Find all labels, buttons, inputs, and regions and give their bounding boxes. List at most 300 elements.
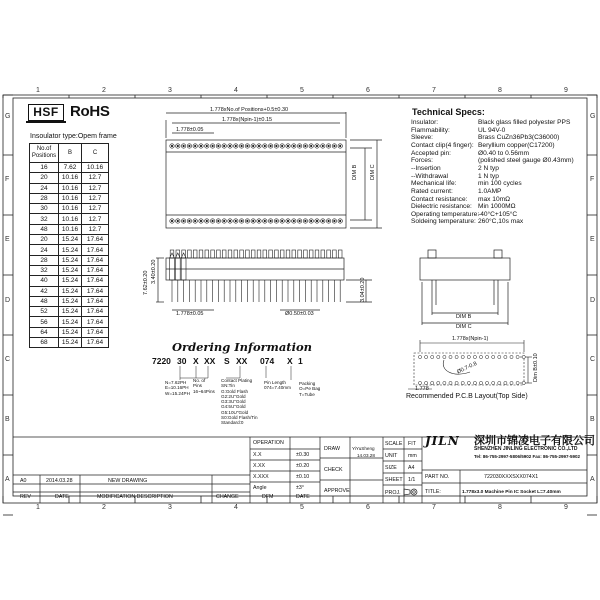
dim-b-cell: 10.16	[59, 183, 82, 193]
top-pin-row2-core	[200, 220, 202, 222]
positions-cell: 48	[30, 296, 59, 306]
rohs-mark: RoHS	[70, 103, 110, 120]
top-pin-row2-core	[293, 220, 295, 222]
dim-b-cell: 15.24	[59, 307, 82, 317]
side-pin-head	[217, 250, 221, 258]
tb-size-label: SIZE	[385, 465, 397, 471]
top-pin-row2-core	[339, 220, 341, 222]
pcb-layout-caption: Recommended P.C.B Layout(Top Side)	[406, 393, 528, 400]
tb-draw-label: DRAW	[324, 446, 340, 452]
side-pin-head	[286, 250, 290, 258]
side-pin-head	[333, 250, 337, 258]
ordering-note-pins: No. of Pins 16~64Pins	[193, 378, 215, 394]
ordering-note-pitch: N=7.62PH E=10.16PH W=15.24PH	[165, 380, 190, 396]
dim-side-pin: Ø0.50±0.03	[285, 311, 314, 317]
pcb-hole-row1	[479, 355, 482, 358]
dim-c-cell: 17.64	[82, 296, 109, 306]
table-row	[30, 276, 109, 286]
positions-cell: 32	[30, 214, 59, 224]
side-pin-head	[240, 250, 244, 258]
dim-b-cell: 15.24	[59, 245, 82, 255]
dim-c-cell: 17.64	[82, 286, 109, 296]
positions-cell: 24	[30, 245, 59, 255]
grid-row-e: E	[5, 236, 10, 243]
col-b: B	[59, 144, 82, 163]
spec-value: (polished steel gauge Ø0.43mm)	[478, 157, 574, 165]
side-pin-head	[188, 250, 192, 258]
table-row	[30, 204, 109, 214]
top-pin-row2-core	[264, 220, 266, 222]
spec-value: 2 N typ	[478, 164, 499, 172]
dim-b-cell: 15.24	[59, 296, 82, 306]
dim-c-cell: 12.7	[82, 214, 109, 224]
dim-c-cell: 12.7	[82, 204, 109, 214]
spec-row	[411, 157, 574, 165]
grid-col-1: 1	[36, 87, 40, 94]
dim-b-cell: 10.16	[59, 214, 82, 224]
pcb-hole-row2	[492, 381, 495, 384]
pcb-holes	[418, 355, 525, 384]
insulator-table	[29, 143, 109, 348]
table-row	[30, 214, 109, 224]
spec-label: Mechanical life:	[411, 180, 457, 188]
side-pin-head	[199, 250, 203, 258]
top-pin-row2-core	[322, 220, 324, 222]
spec-value: Ø0.40 to 0.56mm	[478, 149, 529, 157]
dim-c-cell: 17.64	[82, 327, 109, 337]
tb-title-value: 1.778x3.0 Machine Pin IC Socket L=7.40mm	[462, 490, 561, 495]
spec-label: Dielectric resistance:	[411, 203, 472, 211]
dim-b-cell: 10.16	[59, 173, 82, 183]
pcb-hole-row2	[455, 381, 458, 384]
dim-b-cell: 15.24	[59, 338, 82, 348]
spec-value: -40°C+105°C	[478, 210, 518, 218]
tb-unit-value: mm	[408, 453, 417, 459]
table-row	[30, 193, 109, 203]
grid-row-f: F	[5, 176, 10, 183]
spec-label: --Insertion	[411, 164, 441, 172]
grid-col-1-bottom: 1	[36, 504, 40, 511]
tb-tol-3-label: X.XXX	[253, 474, 269, 480]
dim-side-small: 3.40±0.20	[151, 259, 157, 284]
side-pin-head	[269, 250, 273, 258]
spec-row	[411, 119, 571, 126]
top-pin-row1-core	[339, 145, 341, 147]
tb-draw-date: 14.03.28	[357, 453, 375, 458]
tb-tol-1-value: ±0.30	[296, 452, 310, 458]
table-row	[30, 265, 109, 275]
top-pin-row1-core	[293, 145, 295, 147]
pcb-hole-row1	[486, 355, 489, 358]
col-positions: No.of Positions	[30, 144, 59, 163]
pcb-hole-row2	[467, 381, 470, 384]
code-part-1: 7220	[152, 356, 171, 366]
spec-row	[411, 149, 529, 157]
side-pin-head	[309, 250, 313, 258]
top-pin-row1-core	[223, 145, 225, 147]
dim-c-cell: 17.64	[82, 338, 109, 348]
spec-row	[411, 187, 502, 195]
pcb-hole-row2	[425, 381, 428, 384]
top-pin-row2-core	[247, 220, 249, 222]
spec-row	[411, 210, 518, 218]
pcb-hole-row1	[522, 355, 525, 358]
spec-label: Contact clip(4 finger):	[411, 141, 474, 149]
dim-b-cell: 15.24	[59, 265, 82, 275]
top-pin-row2-core	[299, 220, 301, 222]
positions-cell: 52	[30, 307, 59, 317]
tb-tol-2-label: X.XX	[253, 463, 266, 469]
side-pin-head	[176, 250, 180, 258]
top-view-pins	[170, 144, 343, 223]
grid-row-d-right: D	[590, 297, 596, 304]
tb-proj-label: PROJ.	[385, 490, 401, 496]
positions-cell: 28	[30, 193, 59, 203]
table-row	[30, 224, 109, 234]
grid-col-3: 3	[168, 87, 172, 94]
table-row	[30, 173, 109, 183]
dim-b-cell: 15.24	[59, 235, 82, 245]
spec-row	[411, 164, 499, 172]
rev-header-date: DATE	[55, 494, 69, 500]
positions-cell: 28	[30, 255, 59, 265]
top-pin-row1-core	[177, 145, 179, 147]
grid-col-2: 2	[102, 87, 106, 94]
table-row	[30, 338, 109, 348]
rev-header-desc: MODIFICATION DESCRIPTION	[97, 494, 173, 500]
top-pin-row1-core	[171, 145, 173, 147]
spec-label: Insulator:	[411, 119, 439, 126]
grid-col-8-bottom: 8	[498, 504, 502, 511]
table-row	[30, 286, 109, 296]
pcb-hole-row2	[486, 381, 489, 384]
grid-row-d: D	[5, 297, 11, 304]
dim-pcb-pitch: 1.778	[415, 386, 429, 392]
grid-col-5-bottom: 5	[300, 504, 304, 511]
side-pin-head	[304, 250, 308, 258]
grid-row-g: G	[5, 113, 11, 120]
top-pin-row1-core	[322, 145, 324, 147]
grid-col-6-bottom: 6	[366, 504, 370, 511]
ordering-title: Ordering Information	[172, 340, 313, 354]
tb-operation: OPERATION	[253, 440, 284, 446]
tb-sheet-value: 1/1	[408, 477, 416, 483]
spec-value: max 10mΩ	[478, 195, 511, 203]
side-pin-head	[182, 250, 186, 258]
side-pin-head	[263, 250, 267, 258]
spec-row	[411, 195, 511, 203]
ordering-note-plating: Contact Plating SN:Tin G:Gold Flash G2:2U"Gold G3:3U"Gold G4:5U"Gold G5:10U"Gold S0:Gold Flash/Tin Standard:0	[221, 378, 258, 426]
grid-col-4: 4	[234, 87, 238, 94]
dim-c-cell: 12.7	[82, 183, 109, 193]
top-pin-row1-core	[316, 145, 318, 147]
top-pin-row1-core	[212, 145, 214, 147]
spec-label: Forces:	[411, 157, 433, 165]
top-pin-row2-core	[270, 220, 272, 222]
dim-pcb-b: Dim B±0.10	[533, 353, 539, 382]
grid-row-b-right: B	[590, 416, 595, 423]
pcb-hole-row1	[510, 355, 513, 358]
top-pin-row1-core	[200, 145, 202, 147]
tb-tol-2-value: ±0.20	[296, 463, 310, 469]
dim-c-cell: 12.7	[82, 193, 109, 203]
grid-row-a-right: A	[590, 476, 595, 483]
grid-col-9-bottom: 9	[564, 504, 568, 511]
tb-tol-1-label: X.X	[253, 452, 262, 458]
grid-row-f-right: F	[590, 176, 595, 183]
top-pin-row1-core	[241, 145, 243, 147]
spec-label: Soldeing temperature:	[411, 218, 476, 226]
side-pin-head	[257, 250, 261, 258]
spec-row	[411, 203, 516, 211]
positions-cell: 32	[30, 265, 59, 275]
side-pin-head	[292, 250, 296, 258]
pcb-hole-row1	[437, 355, 440, 358]
rev-row-desc: NEW DRAWING	[108, 478, 148, 484]
pcb-hole-row1	[467, 355, 470, 358]
top-pin-row2-core	[316, 220, 318, 222]
dim-b-cell: 15.24	[59, 286, 82, 296]
side-view	[156, 258, 372, 310]
tb-scale-label: SCALE	[385, 441, 403, 447]
code-part-9: 1	[298, 356, 303, 366]
positions-cell: 48	[30, 224, 59, 234]
pcb-hole-row2	[473, 381, 476, 384]
spec-label: Rated current:	[411, 187, 453, 195]
spec-value: Brass CuZn36Pb3(C36000)	[478, 134, 560, 142]
dim-side-pitch: 1.778±0.05	[176, 311, 204, 317]
top-pin-row2-core	[218, 220, 220, 222]
spec-row	[411, 180, 522, 188]
side-pin-head	[338, 250, 342, 258]
pcb-hole-row2	[443, 381, 446, 384]
spec-label: Accepted pin:	[411, 149, 451, 157]
spec-label: Operating temperature:	[411, 210, 480, 218]
top-pin-row1-core	[328, 145, 330, 147]
top-pin-row1-core	[276, 145, 278, 147]
top-pin-row2-core	[328, 220, 330, 222]
insulator-table-title: Insoulator type:Opem frame	[30, 133, 117, 140]
top-pin-row1-core	[287, 145, 289, 147]
pcb-hole-row1	[455, 355, 458, 358]
company-logo: JILN	[425, 434, 460, 448]
pcb-hole-row1	[431, 355, 434, 358]
dim-pcb-hole: Ø0.7-0.8	[456, 360, 478, 376]
pcb-hole-row2	[449, 381, 452, 384]
rev-header-date2: DATE	[296, 494, 310, 500]
dim-c-label: DIM C	[370, 164, 376, 180]
grid-row-a: A	[5, 476, 10, 483]
top-pin-row1-core	[264, 145, 266, 147]
top-pin-row2-core	[183, 220, 185, 222]
table-row	[30, 296, 109, 306]
pcb-hole-row2	[418, 381, 421, 384]
dim-c-cell: 17.64	[82, 245, 109, 255]
dim-top-pitch: 1.778±0.05	[176, 127, 204, 133]
side-pin-head	[205, 250, 209, 258]
col-c: C	[82, 144, 109, 163]
spec-label: Contact resistance:	[411, 195, 468, 203]
tb-part-no: 722030XXXSXX074X1	[484, 474, 539, 480]
positions-cell: 42	[30, 286, 59, 296]
tb-unit-label: UNIT	[385, 453, 398, 459]
spec-row	[411, 141, 555, 149]
spec-value: Min 1000MΩ	[478, 203, 516, 211]
pcb-hole-row1	[504, 355, 507, 358]
side-pin-head	[327, 250, 331, 258]
pcb-hole-row1	[473, 355, 476, 358]
spec-value: Black glass filled polyester PPS	[478, 119, 571, 126]
grid-col-8: 8	[498, 87, 502, 94]
side-pin-head	[275, 250, 279, 258]
spec-row	[411, 218, 524, 226]
company-name-cn: 深圳市锦凌电子有限公司	[474, 435, 595, 447]
side-pin-head	[234, 250, 238, 258]
table-row	[30, 245, 109, 255]
pcb-hole-row1	[461, 355, 464, 358]
top-pin-row2-core	[177, 220, 179, 222]
code-part-4: XX	[204, 356, 216, 366]
tb-check-label: CHECK	[324, 467, 343, 473]
company-name-en: SHENZHEN JINLING ELECTRONIC CO.,LTD	[474, 446, 578, 452]
spec-value: UL 94V-0	[478, 126, 506, 134]
top-pin-row2-core	[305, 220, 307, 222]
dim-end-b: DIM B	[456, 314, 472, 320]
top-pin-row1-core	[270, 145, 272, 147]
grid-col-6: 6	[366, 87, 370, 94]
dim-end-c: DIM C	[456, 324, 472, 330]
top-pin-row1-core	[305, 145, 307, 147]
side-pin-head	[228, 250, 232, 258]
top-pin-row2-core	[281, 220, 283, 222]
spec-value: 260°C,10s max	[478, 218, 524, 226]
tb-part-no-label: PART NO.	[425, 474, 450, 480]
grid-col-7-bottom: 7	[432, 504, 436, 511]
side-pin-head	[321, 250, 325, 258]
dim-c-cell: 17.64	[82, 235, 109, 245]
grid-row-b: B	[5, 416, 10, 423]
dim-b-cell: 15.24	[59, 327, 82, 337]
grid-col-7: 7	[432, 87, 436, 94]
code-part-5: S	[224, 356, 230, 366]
tb-tol-3-value: ±0.10	[296, 474, 310, 480]
code-part-7: 074	[260, 356, 275, 366]
side-pin-head	[315, 250, 319, 258]
spec-value: min 100 cycles	[478, 180, 522, 188]
tb-tol-4-value: ±3°	[296, 485, 304, 491]
top-pin-row2-core	[223, 220, 225, 222]
spec-label: Sleeve:	[411, 134, 433, 142]
top-pin-row1-core	[299, 145, 301, 147]
pcb-hole-row1	[492, 355, 495, 358]
pcb-hole-row1	[418, 355, 421, 358]
dim-c-cell: 17.64	[82, 255, 109, 265]
dim-c-cell: 17.64	[82, 276, 109, 286]
top-pin-row1-core	[235, 145, 237, 147]
top-pin-row2-core	[241, 220, 243, 222]
rev-row-rev: A0	[20, 478, 27, 484]
dim-c-cell: 17.64	[82, 307, 109, 317]
pcb-hole-row2	[516, 381, 519, 384]
dim-top-npin: 1.778x(Npin-1)±0.15	[222, 117, 273, 123]
pcb-hole-row1	[425, 355, 428, 358]
top-pin-row2-core	[171, 220, 173, 222]
spec-label: --Withdrawal	[411, 172, 449, 180]
top-pin-row2-core	[258, 220, 260, 222]
top-pin-row2-core	[229, 220, 231, 222]
table-row	[30, 307, 109, 317]
grid-col-2-bottom: 2	[102, 504, 106, 511]
dim-b-cell: 15.24	[59, 317, 82, 327]
rev-row-date: 2014.03.28	[46, 478, 73, 484]
top-pin-row1-core	[183, 145, 185, 147]
spec-row	[411, 134, 560, 142]
tb-tol-4-label: Angle	[253, 485, 267, 491]
top-pin-row2-core	[206, 220, 208, 222]
pcb-hole-row1	[443, 355, 446, 358]
grid-row-e-right: E	[590, 236, 595, 243]
side-pin-head	[211, 250, 215, 258]
top-pin-row2-core	[194, 220, 196, 222]
table-row	[30, 255, 109, 265]
grid-row-c: C	[5, 356, 11, 363]
dim-c-cell: 10.16	[82, 163, 109, 173]
positions-cell: 40	[30, 276, 59, 286]
top-pin-row1-core	[258, 145, 260, 147]
side-pin-head	[222, 250, 226, 258]
ordering-note-packing: Packing O=Pe Bag T=Tube	[299, 381, 321, 397]
pcb-hole-row2	[522, 381, 525, 384]
code-part-8: X	[287, 356, 293, 366]
code-part-2: 30	[177, 356, 187, 366]
top-pin-row2-core	[334, 220, 336, 222]
side-pin-head	[246, 250, 250, 258]
code-part-6: XX	[236, 356, 248, 366]
spec-label: Flammability:	[411, 126, 450, 134]
ordering-note-length: Pin Length 074=7.40mm	[264, 380, 291, 391]
rev-header-rev: REV	[20, 494, 31, 500]
top-pin-row1-core	[189, 145, 191, 147]
top-pin-row1-core	[310, 145, 312, 147]
pcb-hole-row2	[437, 381, 440, 384]
specs-title: Technical Specs:	[412, 107, 485, 117]
dim-pcb-npin: 1.778x(Npin-1)	[452, 336, 489, 342]
tb-size-value: A4	[408, 465, 415, 471]
pcb-hole-row2	[431, 381, 434, 384]
dim-b-cell: 10.16	[59, 193, 82, 203]
company-tel: Tel: 86-755-2997-5806/5902 Fax: 86-755-2997-5902	[474, 454, 580, 459]
pcb-hole-row1	[449, 355, 452, 358]
top-pin-row1-core	[218, 145, 220, 147]
dim-c-cell: 17.64	[82, 317, 109, 327]
spec-row	[411, 172, 499, 180]
positions-cell: 68	[30, 338, 59, 348]
grid-col-9: 9	[564, 87, 568, 94]
top-pin-row2-core	[276, 220, 278, 222]
rev-header-change: CHANGE	[216, 494, 239, 500]
pcb-hole-row2	[504, 381, 507, 384]
hsf-underline	[26, 121, 66, 123]
top-pin-row1-core	[334, 145, 336, 147]
pcb-hole-row2	[479, 381, 482, 384]
side-pin-head	[193, 250, 197, 258]
tb-scale-value: FIT	[408, 441, 416, 447]
pcb-hole-row2	[461, 381, 464, 384]
dim-b-cell: 10.16	[59, 204, 82, 214]
pcb-hole-row1	[516, 355, 519, 358]
dim-top-total: 1.778xNo.of Positions+0.5±0.30	[210, 107, 289, 113]
pcb-hole-row2	[510, 381, 513, 384]
